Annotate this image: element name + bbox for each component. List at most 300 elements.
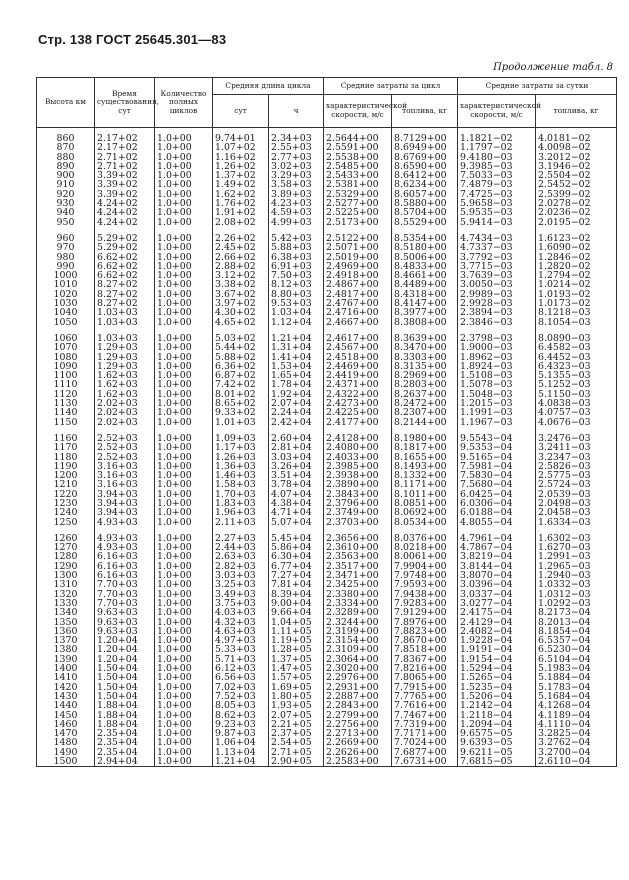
- spacer-cell: [269, 527, 324, 534]
- value-cell: 1.09+03: [213, 434, 269, 443]
- value-cell: 3.0396−04: [458, 580, 536, 589]
- value-cell: 1.70+03: [213, 490, 269, 499]
- value-cell: 8.3639+00: [392, 334, 458, 343]
- value-cell: 1.0+00: [155, 153, 213, 162]
- value-cell: 7.50+03: [269, 271, 324, 280]
- value-cell: 1.5108−03: [458, 371, 536, 380]
- value-cell: 2.54+05: [269, 738, 324, 747]
- value-cell: 1.0+00: [155, 243, 213, 252]
- value-cell: 8.1011+00: [392, 490, 458, 499]
- value-cell: 1.0+00: [155, 390, 213, 399]
- value-cell: 1.2015−03: [458, 399, 536, 408]
- value-cell: 1.0+00: [155, 490, 213, 499]
- value-cell: 1.50+04: [95, 673, 155, 682]
- altitude-cell: 1140: [37, 408, 95, 417]
- value-cell: 4.97+03: [213, 636, 269, 645]
- value-cell: 2.4767+00: [324, 299, 392, 308]
- value-cell: 9.5353−04: [458, 443, 536, 452]
- altitude-cell: 1000: [37, 271, 95, 280]
- value-cell: 2.4419+00: [324, 371, 392, 380]
- value-cell: 1.0+00: [155, 552, 213, 561]
- value-cell: 1.0+00: [155, 534, 213, 543]
- value-cell: 7.9283+00: [392, 599, 458, 608]
- value-cell: 1.0+00: [155, 590, 213, 599]
- altitude-cell: 1060: [37, 334, 95, 343]
- value-cell: 3.2012−02: [536, 153, 617, 162]
- value-cell: 1.0+00: [155, 499, 213, 508]
- value-cell: 2.27+03: [213, 534, 269, 543]
- value-cell: 6.62+02: [95, 271, 155, 280]
- altitude-cell: 1010: [37, 280, 95, 289]
- value-cell: 2.3890+00: [324, 480, 392, 489]
- value-cell: 2.35+04: [95, 748, 155, 757]
- altitude-cell: 910: [37, 180, 95, 189]
- spacer-cell: [269, 427, 324, 434]
- value-cell: 2.5724−03: [536, 480, 617, 489]
- value-cell: 8.4489+00: [392, 280, 458, 289]
- value-cell: 1.03+03: [95, 318, 155, 327]
- table-row: [37, 362, 617, 371]
- value-cell: 5.1884−04: [536, 673, 617, 682]
- value-cell: 2.3843+00: [324, 490, 392, 499]
- altitude-cell: 1020: [37, 290, 95, 299]
- table-row: [37, 334, 617, 343]
- value-cell: 1.58+03: [213, 480, 269, 489]
- value-cell: 2.55+03: [269, 143, 324, 152]
- value-cell: 2.3020+00: [324, 664, 392, 673]
- table-row: [37, 599, 617, 608]
- value-cell: 1.1991−03: [458, 408, 536, 417]
- table-row: [37, 218, 617, 227]
- value-cell: 1.69+05: [269, 683, 324, 692]
- spacer-cell: [324, 427, 392, 434]
- value-cell: 2.26+02: [213, 234, 269, 243]
- value-cell: 2.5452−02: [536, 180, 617, 189]
- value-cell: 1.9191−04: [458, 645, 536, 654]
- value-cell: 1.0+00: [155, 162, 213, 171]
- value-cell: 2.5433+00: [324, 171, 392, 180]
- value-cell: 8.2969+00: [392, 371, 458, 380]
- value-cell: 3.0277−04: [458, 599, 536, 608]
- value-cell: 1.0+00: [155, 408, 213, 417]
- value-cell: 7.81+04: [269, 580, 324, 589]
- value-cell: 2.2931+00: [324, 683, 392, 692]
- value-cell: 3.7715−03: [458, 262, 536, 271]
- value-cell: 3.29+03: [269, 171, 324, 180]
- header-avg-cycle-length: Средняя длина цикла: [213, 78, 324, 95]
- altitude-cell: 860: [37, 128, 95, 144]
- value-cell: 2.5225+00: [324, 208, 392, 217]
- value-cell: 1.1967−03: [458, 418, 536, 427]
- table-row: [37, 418, 617, 427]
- altitude-cell: 1040: [37, 308, 95, 317]
- group-spacer: [37, 327, 617, 334]
- table-row: [37, 627, 617, 636]
- table-row: [37, 199, 617, 208]
- value-cell: 6.62+02: [95, 253, 155, 262]
- altitude-cell: 1120: [37, 390, 95, 399]
- data-table: [36, 77, 617, 767]
- value-cell: 2.4129−04: [458, 618, 536, 627]
- altitude-cell: 1150: [37, 418, 95, 427]
- altitude-cell: 1200: [37, 471, 95, 480]
- value-cell: 2.45+02: [213, 243, 269, 252]
- value-cell: 1.5294−04: [458, 664, 536, 673]
- spacer-cell: [213, 227, 269, 234]
- value-cell: 2.0236−02: [536, 208, 617, 217]
- value-cell: 3.16+03: [95, 471, 155, 480]
- value-cell: 8.27+02: [95, 290, 155, 299]
- value-cell: 2.66+02: [213, 253, 269, 262]
- header-altitude: Высота км: [37, 78, 95, 128]
- value-cell: 1.29+03: [95, 353, 155, 362]
- value-cell: 3.02+03: [269, 162, 324, 171]
- value-cell: 9.5165−04: [458, 453, 536, 462]
- value-cell: 7.9904+00: [392, 562, 458, 571]
- value-cell: 7.6877+00: [392, 748, 458, 757]
- value-cell: 6.5230−04: [536, 645, 617, 654]
- value-cell: 1.0312−03: [536, 590, 617, 599]
- value-cell: 1.5206−04: [458, 692, 536, 701]
- value-cell: 1.0+00: [155, 418, 213, 427]
- spacer-cell: [213, 327, 269, 334]
- value-cell: 1.36+03: [213, 462, 269, 471]
- value-cell: 8.1854−04: [536, 627, 617, 636]
- value-cell: 1.5235−04: [458, 683, 536, 692]
- header-cost-per-day: Средние затраты за сутки: [458, 78, 617, 95]
- value-cell: 1.0+00: [155, 253, 213, 262]
- table-row: [37, 552, 617, 561]
- table-row: [37, 701, 617, 710]
- value-cell: 2.6110−04: [536, 757, 617, 767]
- value-cell: 1.5265−04: [458, 673, 536, 682]
- altitude-cell: 1170: [37, 443, 95, 452]
- value-cell: 8.2637+00: [392, 390, 458, 399]
- value-cell: 4.63+03: [213, 627, 269, 636]
- value-cell: 1.0+00: [155, 562, 213, 571]
- value-cell: 7.5830−04: [458, 471, 536, 480]
- value-cell: 7.9593+00: [392, 580, 458, 589]
- value-cell: 8.3303+00: [392, 353, 458, 362]
- value-cell: 1.96+03: [213, 508, 269, 517]
- value-cell: 1.6302−03: [536, 534, 617, 543]
- value-cell: 2.4371+00: [324, 380, 392, 389]
- value-cell: 1.49+02: [213, 180, 269, 189]
- table-row: [37, 453, 617, 462]
- value-cell: 9.63+03: [95, 618, 155, 627]
- value-cell: 7.70+03: [95, 590, 155, 599]
- value-cell: 8.0218+00: [392, 543, 458, 552]
- value-cell: 4.7867−04: [458, 543, 536, 552]
- value-cell: 8.1655+00: [392, 453, 458, 462]
- value-cell: 4.0181−02: [536, 128, 617, 144]
- value-cell: 2.0498−03: [536, 499, 617, 508]
- value-cell: 2.35+04: [95, 729, 155, 738]
- table-row: [37, 299, 617, 308]
- value-cell: 1.2846−02: [536, 253, 617, 262]
- header-cycle-hours: ч: [269, 95, 324, 128]
- value-cell: 2.52+03: [95, 443, 155, 452]
- value-cell: 2.4177+00: [324, 418, 392, 427]
- value-cell: 2.11+03: [213, 518, 269, 527]
- value-cell: 8.6590+00: [392, 162, 458, 171]
- spacer-cell: [213, 427, 269, 434]
- value-cell: 1.0+00: [155, 353, 213, 362]
- value-cell: 3.2762−04: [536, 738, 617, 747]
- value-cell: 1.2794−02: [536, 271, 617, 280]
- value-cell: 6.5104−04: [536, 655, 617, 664]
- value-cell: 4.7961−04: [458, 534, 536, 543]
- value-cell: 8.0061+00: [392, 552, 458, 561]
- table-row: [37, 128, 617, 144]
- value-cell: 2.3656+00: [324, 534, 392, 543]
- altitude-cell: 1270: [37, 543, 95, 552]
- value-cell: 2.3289+00: [324, 608, 392, 617]
- spacer-cell: [392, 427, 458, 434]
- value-cell: 8.0534+00: [392, 518, 458, 527]
- value-cell: 2.4469+00: [324, 362, 392, 371]
- table-row: [37, 748, 617, 757]
- value-cell: 1.78+04: [269, 380, 324, 389]
- spacer-cell: [37, 527, 95, 534]
- value-cell: 6.0425−04: [458, 490, 536, 499]
- altitude-cell: 1230: [37, 499, 95, 508]
- value-cell: 2.17+02: [95, 128, 155, 144]
- value-cell: 4.24+02: [95, 199, 155, 208]
- value-cell: 1.0+00: [155, 208, 213, 217]
- value-cell: 1.62+03: [95, 371, 155, 380]
- table-row: [37, 534, 617, 543]
- table-row: [37, 518, 617, 527]
- altitude-cell: 1380: [37, 645, 95, 654]
- value-cell: 1.0+00: [155, 234, 213, 243]
- altitude-cell: 1350: [37, 618, 95, 627]
- value-cell: 1.9000−03: [458, 343, 536, 352]
- altitude-cell: 1160: [37, 434, 95, 443]
- value-cell: 2.5826−03: [536, 462, 617, 471]
- value-cell: 4.1110−04: [536, 720, 617, 729]
- table-row: [37, 390, 617, 399]
- value-cell: 5.44+02: [213, 343, 269, 352]
- value-cell: 8.01+02: [213, 390, 269, 399]
- altitude-cell: 1310: [37, 580, 95, 589]
- value-cell: 5.9535−03: [458, 208, 536, 217]
- value-cell: 8.62+03: [213, 711, 269, 720]
- altitude-cell: 890: [37, 162, 95, 171]
- table-row: [37, 608, 617, 617]
- value-cell: 2.3749+00: [324, 508, 392, 517]
- value-cell: 4.0676−03: [536, 418, 617, 427]
- value-cell: 4.0098−02: [536, 143, 617, 152]
- value-cell: 2.2669+00: [324, 738, 392, 747]
- value-cell: 2.3846−03: [458, 318, 536, 327]
- value-cell: 1.0+00: [155, 262, 213, 271]
- value-cell: 1.88+04: [95, 701, 155, 710]
- value-cell: 9.4180−03: [458, 153, 536, 162]
- value-cell: 1.0+00: [155, 580, 213, 589]
- value-cell: 1.0+00: [155, 271, 213, 280]
- value-cell: 6.62+02: [95, 262, 155, 271]
- value-cell: 1.88+04: [95, 711, 155, 720]
- value-cell: 8.5529+00: [392, 218, 458, 227]
- value-cell: 3.12+02: [213, 271, 269, 280]
- value-cell: 6.30+04: [269, 552, 324, 561]
- value-cell: 4.8055−04: [458, 518, 536, 527]
- value-cell: 1.0+00: [155, 380, 213, 389]
- value-cell: 8.2144+00: [392, 418, 458, 427]
- value-cell: 3.94+03: [95, 499, 155, 508]
- table-row: [37, 153, 617, 162]
- value-cell: 3.03+03: [213, 571, 269, 580]
- value-cell: 4.93+03: [95, 543, 155, 552]
- value-cell: 7.7915+00: [392, 683, 458, 692]
- value-cell: 3.7639−03: [458, 271, 536, 280]
- value-cell: 4.7337−03: [458, 243, 536, 252]
- altitude-cell: 880: [37, 153, 95, 162]
- value-cell: 3.97+02: [213, 299, 269, 308]
- value-cell: 5.33+03: [213, 645, 269, 654]
- value-cell: 2.0458−03: [536, 508, 617, 517]
- altitude-cell: 1240: [37, 508, 95, 517]
- table-row: [37, 462, 617, 471]
- value-cell: 2.35+04: [95, 738, 155, 747]
- value-cell: 6.56+03: [213, 673, 269, 682]
- value-cell: 5.1252−03: [536, 380, 617, 389]
- spacer-cell: [37, 427, 95, 434]
- value-cell: 6.4452−03: [536, 353, 617, 362]
- value-cell: 1.20+04: [95, 655, 155, 664]
- table-body: [37, 128, 617, 767]
- value-cell: 2.4322+00: [324, 390, 392, 399]
- altitude-cell: 1450: [37, 711, 95, 720]
- value-cell: 7.9748+00: [392, 571, 458, 580]
- value-cell: 1.0+00: [155, 199, 213, 208]
- value-cell: 8.5704+00: [392, 208, 458, 217]
- table-row: [37, 508, 617, 517]
- value-cell: 1.62+03: [95, 380, 155, 389]
- value-cell: 2.81+04: [269, 443, 324, 452]
- value-cell: 2.0278−02: [536, 199, 617, 208]
- value-cell: 2.2887+00: [324, 692, 392, 701]
- value-cell: 1.1821−02: [458, 128, 536, 144]
- value-cell: 1.76+02: [213, 199, 269, 208]
- value-cell: 1.2991−03: [536, 552, 617, 561]
- spacer-cell: [392, 227, 458, 234]
- table-row: [37, 180, 617, 189]
- table-row: [37, 271, 617, 280]
- value-cell: 1.17+03: [213, 443, 269, 452]
- altitude-cell: 1460: [37, 720, 95, 729]
- altitude-cell: 1090: [37, 362, 95, 371]
- value-cell: 7.7319+00: [392, 720, 458, 729]
- value-cell: 1.06+04: [213, 738, 269, 747]
- table-row: [37, 143, 617, 152]
- value-cell: 1.0+00: [155, 711, 213, 720]
- value-cell: 1.62+03: [95, 390, 155, 399]
- spacer-cell: [536, 227, 617, 234]
- value-cell: 9.3985−03: [458, 162, 536, 171]
- value-cell: 4.24+02: [95, 208, 155, 217]
- table-row: [37, 692, 617, 701]
- value-cell: 1.92+04: [269, 390, 324, 399]
- value-cell: 1.0+00: [155, 453, 213, 462]
- value-cell: 7.42+02: [213, 380, 269, 389]
- altitude-cell: 1410: [37, 673, 95, 682]
- value-cell: 3.2476−03: [536, 434, 617, 443]
- value-cell: 2.5644+00: [324, 128, 392, 144]
- value-cell: 3.58+03: [269, 180, 324, 189]
- table-row: [37, 318, 617, 327]
- value-cell: 2.4128+00: [324, 434, 392, 443]
- value-cell: 6.0306−04: [458, 499, 536, 508]
- spacer-cell: [155, 527, 213, 534]
- value-cell: 2.5538+00: [324, 153, 392, 162]
- table-row: [37, 162, 617, 171]
- table-row: [37, 280, 617, 289]
- value-cell: 8.2013−04: [536, 618, 617, 627]
- value-cell: 3.2825−04: [536, 729, 617, 738]
- value-cell: 5.29+02: [95, 234, 155, 243]
- value-cell: 2.4175−04: [458, 608, 536, 617]
- value-cell: 2.37+05: [269, 729, 324, 738]
- value-cell: 1.0+00: [155, 334, 213, 343]
- value-cell: 2.3563+00: [324, 552, 392, 561]
- value-cell: 6.77+04: [269, 562, 324, 571]
- spacer-cell: [155, 327, 213, 334]
- value-cell: 2.4033+00: [324, 453, 392, 462]
- value-cell: 2.3064+00: [324, 655, 392, 664]
- value-cell: 2.3517+00: [324, 562, 392, 571]
- value-cell: 2.5399−02: [536, 190, 617, 199]
- value-cell: 2.52+03: [95, 453, 155, 462]
- value-cell: 4.32+03: [213, 618, 269, 627]
- value-cell: 2.4273+00: [324, 399, 392, 408]
- value-cell: 5.1355−03: [536, 371, 617, 380]
- value-cell: 8.3808+00: [392, 318, 458, 327]
- value-cell: 3.2411−03: [536, 443, 617, 452]
- value-cell: 2.42+04: [269, 418, 324, 427]
- value-cell: 1.0+00: [155, 757, 213, 767]
- value-cell: 3.89+03: [269, 190, 324, 199]
- spacer-cell: [269, 327, 324, 334]
- table-row: [37, 234, 617, 243]
- value-cell: 4.59+03: [269, 208, 324, 217]
- value-cell: 8.27+02: [95, 280, 155, 289]
- value-cell: 4.1268−04: [536, 701, 617, 710]
- value-cell: 9.33+02: [213, 408, 269, 417]
- value-cell: 2.3985+00: [324, 462, 392, 471]
- value-cell: 2.5329+00: [324, 190, 392, 199]
- table-row: [37, 720, 617, 729]
- table-row: [37, 499, 617, 508]
- spacer-cell: [95, 427, 155, 434]
- value-cell: 1.13+04: [213, 748, 269, 757]
- value-cell: 8.1980+00: [392, 434, 458, 443]
- value-cell: 2.4867+00: [324, 280, 392, 289]
- value-cell: 1.8962−03: [458, 353, 536, 362]
- value-cell: 2.82+03: [213, 562, 269, 571]
- value-cell: 8.39+04: [269, 590, 324, 599]
- value-cell: 8.1171+00: [392, 480, 458, 489]
- value-cell: 2.2843+00: [324, 701, 392, 710]
- value-cell: 1.8924−03: [458, 362, 536, 371]
- value-cell: 1.0+00: [155, 608, 213, 617]
- value-cell: 1.04+05: [269, 618, 324, 627]
- value-cell: 1.0+00: [155, 701, 213, 710]
- value-cell: 8.12+03: [269, 280, 324, 289]
- value-cell: 7.9438+00: [392, 590, 458, 599]
- table-row: [37, 308, 617, 317]
